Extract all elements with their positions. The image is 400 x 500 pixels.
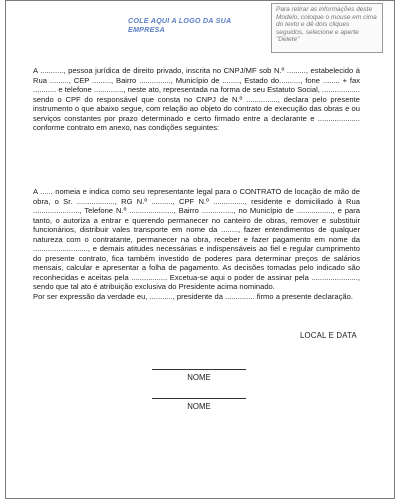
declaration-paragraph-2: A ...... nomeia e indica como seu representante legal para o CONTRATO de locação de mão de obra, o Sr. .................., RG N.º .........., CPF N.º ..............., residente e domiciliado à Rua ......................, Telefone N.º ....................., Bairro ..............., no Município de ................., e para tanto, o autoriza a entrar e querendo permanecer no canteiro de obras, remover e substituir funcionários, distribuir vales transporte em nome da ........, fazer entendimentos de qualquer natureza com o contratante, permanecer na obra, receber e fazer pagamento em nome da .........................., e demais atitudes necessárias e indispensáveis ao fiel e regular cumprimento do presente contrato, fica também investido de poderes para determinar preços de salários mensais, calcular e apresentar a folha de pagamento. As decisões tomadas pelo indicado são reconhecidas e aceitas pela ................. Excetua-se aqui o poder de assinar pela ......................, sendo que tal ato é atribuição exclusiva do Presidente acima nominado. [33, 187, 360, 291]
signature-name-2: NOME [187, 402, 211, 411]
instruction-note: Para retirar as informações deste Modelo, coloque o mouse em cima do texto e dê dois cliques seguidos, selecione e aperte "Delete" [271, 3, 383, 53]
signature-name-1: NOME [187, 373, 211, 382]
location-date: LOCAL E DATA [300, 331, 357, 340]
logo-placeholder[interactable]: COLE AQUI A LOGO DA SUA EMPRESA [128, 16, 232, 34]
declaration-paragraph-3: Por ser expressão da verdade eu, ..........., presidente da .............. firmo a presente declaração. [33, 292, 353, 301]
signature-line-2 [152, 398, 246, 399]
declaration-paragraph-1: A ..........., pessoa jurídica de direito privado, inscrita no CNPJ/MF sob N.º ........., estabelecido à Rua ........., CEP ........., Bairro ..............., Município de ........, Estado do.........., fone ........ + fax ........... e telefone .............., neste ato, representada na forma de seu Estatuto Social, .................. sendo o CPF do responsável que consta no CNPJ de N.º ..............., declara pelo presente instrumento o que abaixo segue, com relação ao objeto do contrato de execução das obras e ou serviços constantes por prazo determinado e certo firmado entre a declarante e .................... conforme contrato em anexo, nas condições seguintes: [33, 66, 360, 132]
signature-line-1 [152, 369, 246, 370]
